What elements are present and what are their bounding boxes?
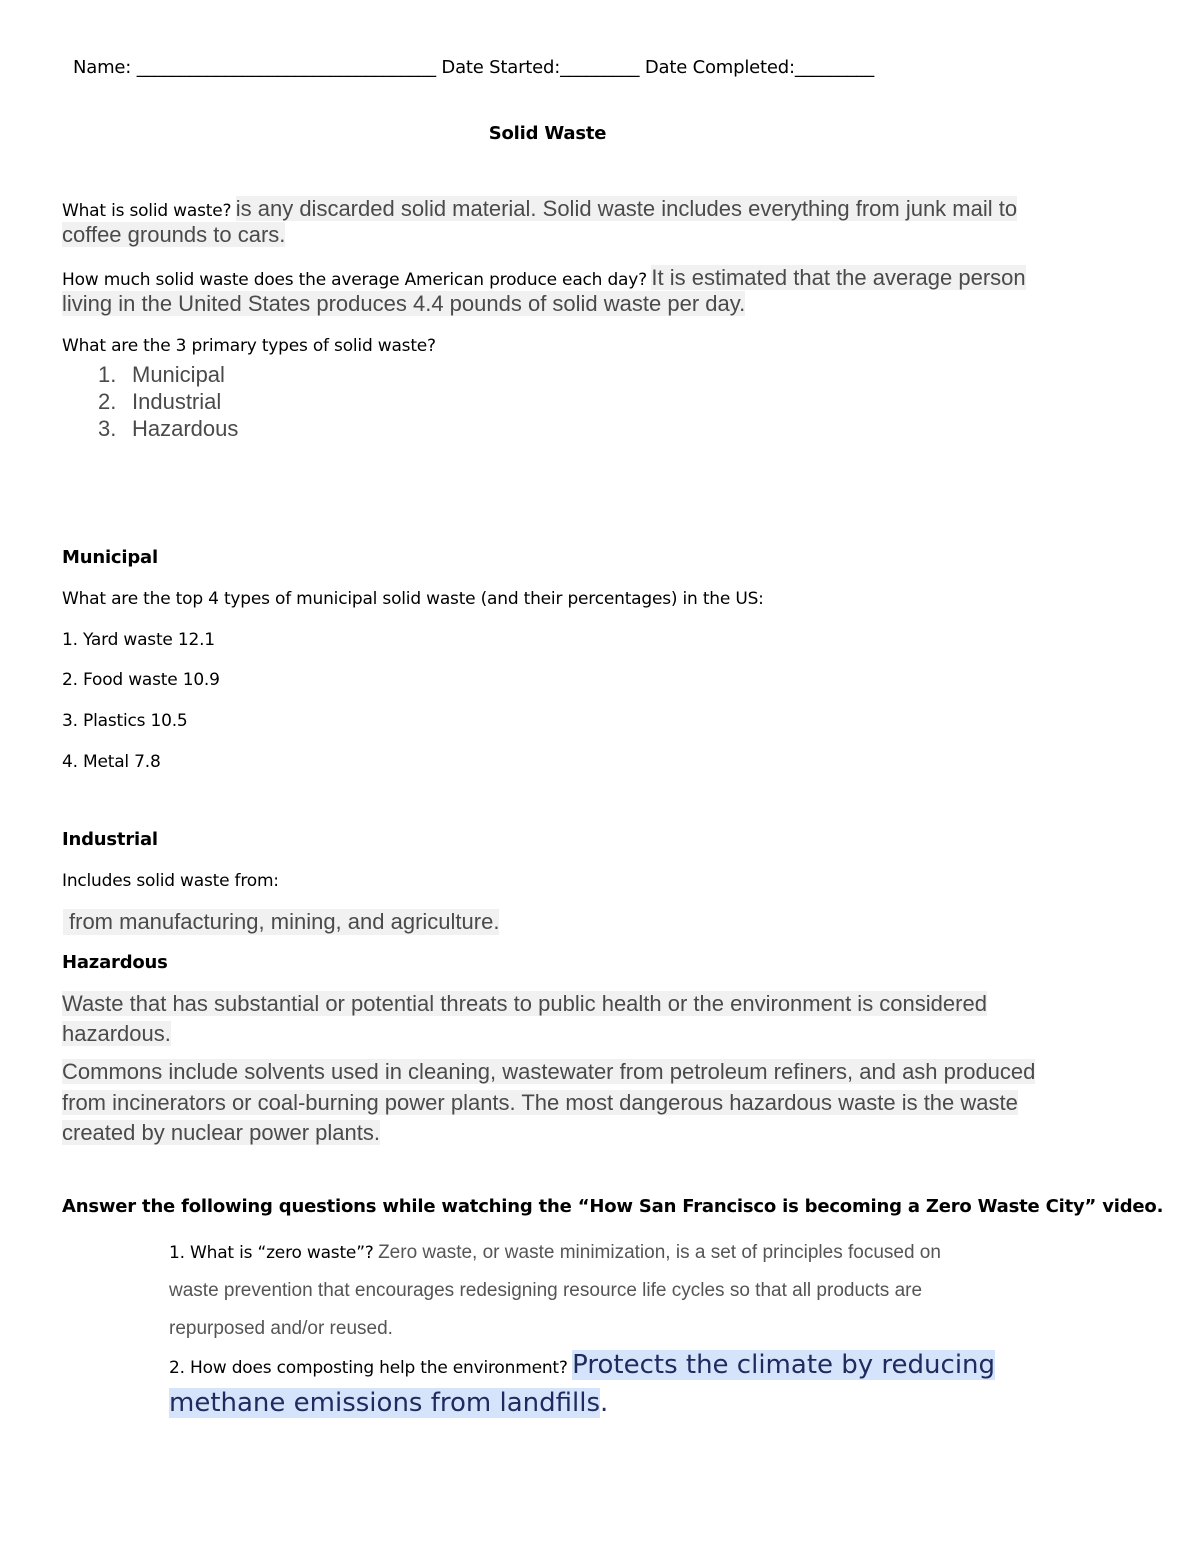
name-field-label: Name: __________________________________ — [73, 57, 436, 78]
q1-answer-cont: coffee grounds to cars. — [62, 222, 286, 247]
video-q2-block: 2. How does composting help the environment? Protects the climate by reducing methane emissions from landfills. — [169, 1350, 996, 1418]
municipal-heading: Municipal — [62, 547, 158, 568]
list-item: 2. Food waste 10.9 — [62, 670, 220, 690]
municipal-question: What are the top 4 types of municipal solid waste (and their percentages) in the US: — [62, 589, 764, 609]
q2-block — [62, 265, 1142, 317]
q2-question: How much solid waste does the average American produce each day? — [62, 270, 647, 290]
video-q2-answer: Protects the climate by reducing — [572, 1350, 996, 1380]
date-completed-field-label: Date Completed:_________ — [644, 57, 875, 78]
hazardous-examples: Commons include solvents used in cleaning, wastewater from petroleum refiners, and ash produced from incinerators or coal-burning power plants. The most dangerous hazardous waste is the waste created by nuclear power plants. — [62, 1059, 1036, 1145]
video-q1-block: 1. What is “zero waste”? Zero waste, or waste minimization, is a set of principles focused on waste prevention that encourages redesigning resource life cycles so that all products are repurposed and/or reused. — [169, 1242, 941, 1339]
q1-block — [62, 196, 1142, 248]
video-q1-question: 1. What is “zero waste”? — [169, 1243, 374, 1263]
list-item: 4. Metal 7.8 — [62, 752, 161, 772]
video-instruction: Answer the following questions while watching the “How San Francisco is becoming a Zero Waste City” video. — [62, 1196, 1164, 1217]
video-q2-answer-cont: methane emissions from landfills — [169, 1388, 601, 1418]
date-started-field-label: Date Started:_________ — [441, 57, 640, 78]
video-q2-question: 2. How does composting help the environment? — [169, 1358, 568, 1378]
q1-answer: is any discarded solid material. Solid waste includes everything from junk mail to — [235, 196, 1018, 221]
q2-answer-cont: living in the United States produces 4.4 pounds of solid waste per day. — [62, 291, 746, 316]
industrial-answer: from manufacturing, mining, and agriculture. — [63, 909, 499, 935]
header-fields — [73, 57, 874, 78]
q2-answer: It is estimated that the average person — [651, 265, 1026, 290]
q3-list — [98, 361, 238, 442]
list-item: 3. Plastics 10.5 — [62, 711, 188, 731]
list-item: 3. Hazardous — [98, 416, 239, 441]
industrial-intro: Includes solid waste from: — [62, 871, 279, 891]
page-title: Solid Waste — [488, 123, 607, 144]
hazardous-heading: Hazardous — [62, 952, 168, 973]
hazardous-definition: Waste that has substantial or potential threats to public health or the environment is considered hazardous. — [62, 991, 987, 1046]
q1-question: What is solid waste? — [62, 201, 232, 221]
list-item: 1. Municipal — [98, 362, 225, 387]
industrial-heading: Industrial — [62, 829, 158, 850]
list-item: 2. Industrial — [98, 389, 222, 414]
list-item: 1. Yard waste 12.1 — [62, 630, 215, 650]
q3-question: What are the 3 primary types of solid waste? — [62, 336, 436, 356]
video-q1-answer: Zero waste, or waste minimization, is a set of principles focused on — [378, 1242, 941, 1263]
